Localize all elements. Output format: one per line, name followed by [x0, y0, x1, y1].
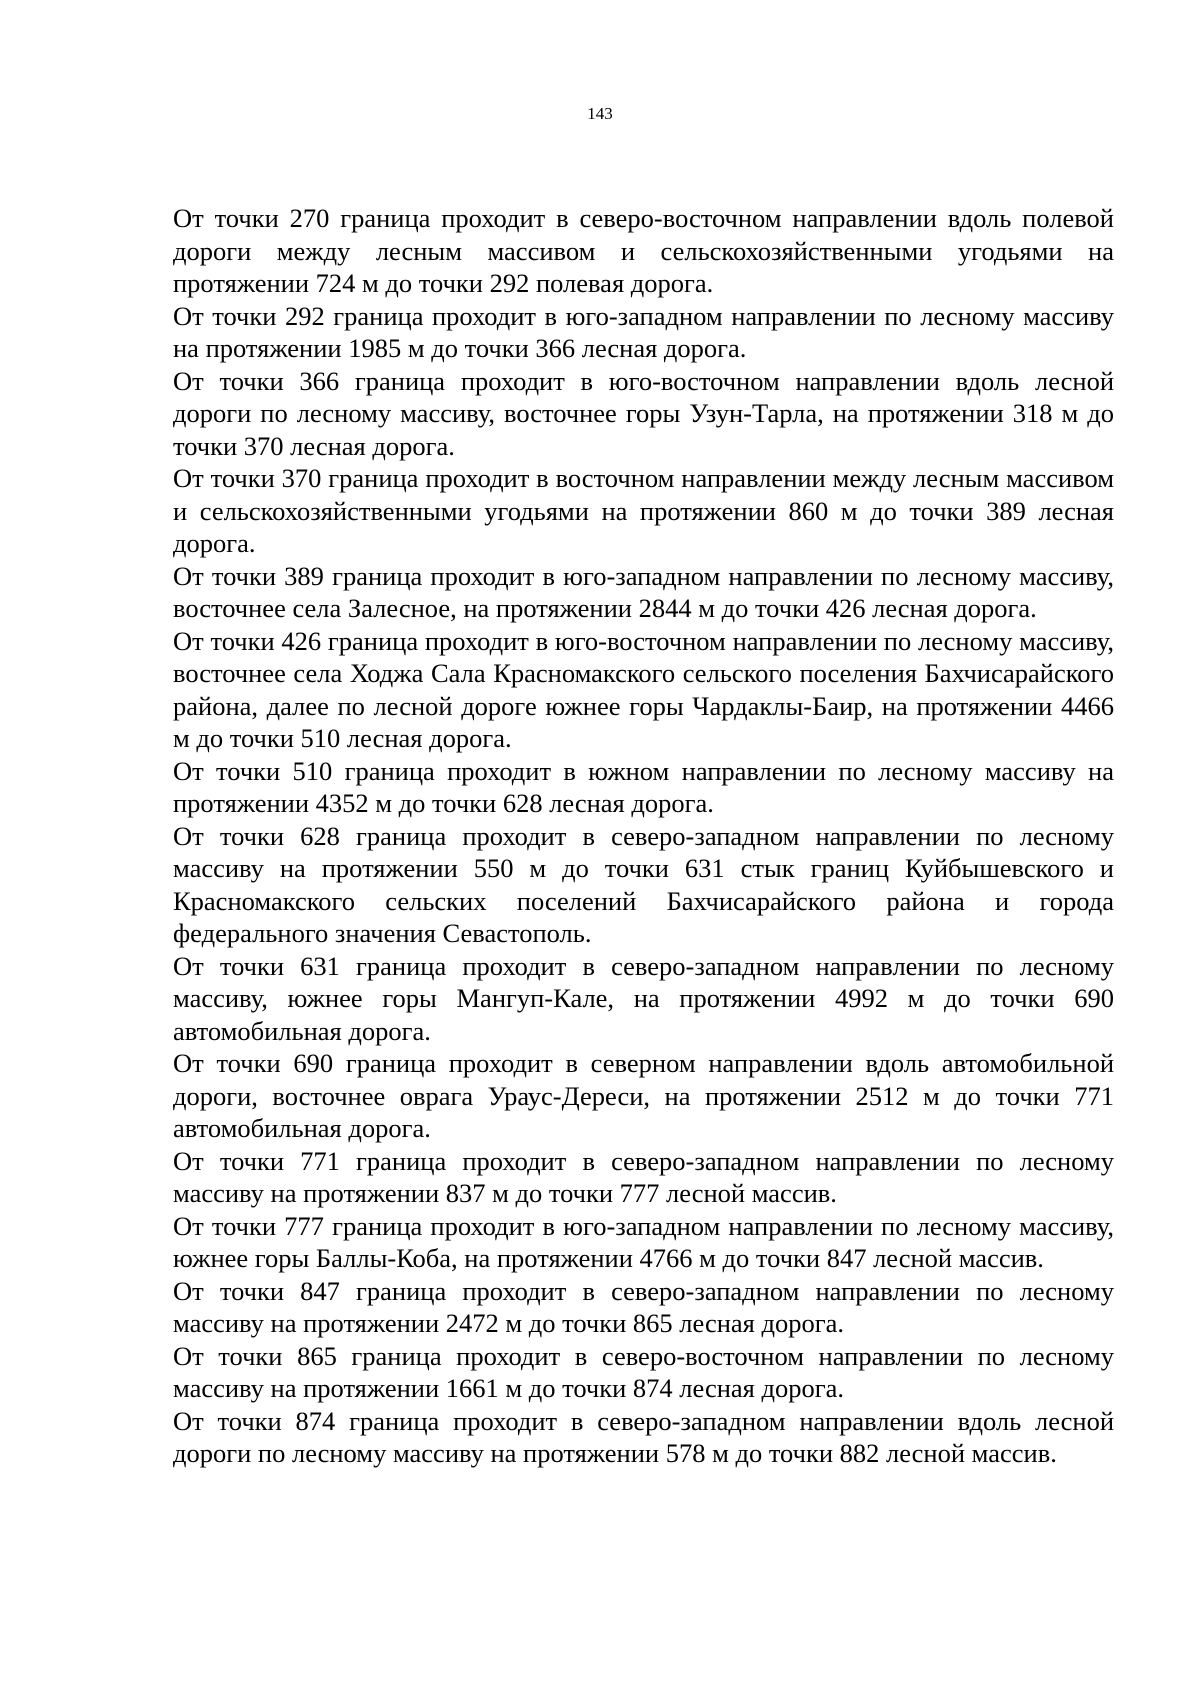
- paragraph: От точки 510 граница проходит в южном направлении по лесному массиву на протяжении 4352 м до точки 628 лесная дорога.: [173, 755, 1114, 818]
- paragraph: От точки 370 граница проходит в восточном направлении между лесным массивом и сельскохозяйственными угодьями на протяжении 860 м до точки 389 лесная дорога.: [173, 463, 1114, 558]
- document-body: [173, 202, 1114, 1470]
- paragraph: От точки 366 граница проходит в юго-восточном направлении вдоль лесной дороги по лесному массиву, восточнее горы Узун-Тарла, на протяжении 318 м до точки 370 лесная дорога.: [173, 365, 1114, 461]
- page-number: 143: [587, 104, 613, 123]
- paragraph: От точки 847 граница проходит в северо-западном направлении по лесному массиву на протяжении 2472 м до точки 865 лесная дорога.: [173, 1275, 1114, 1338]
- paragraph: От точки 631 граница проходит в северо-западном направлении по лесному массиву, южнее горы Мангуп-Кале, на протяжении 4992 м до точки 690 автомобильная дорога.: [173, 950, 1114, 1046]
- paragraph: От точки 865 граница проходит в северо-восточном направлении по лесному массиву на протяжении 1661 м до точки 874 лесная дорога.: [173, 1340, 1114, 1403]
- paragraph: От точки 690 граница проходит в северном направлении вдоль автомобильной дороги, восточнее оврага Ураус-Дереси, на протяжении 2512 м до точки 771 автомобильная дорога.: [173, 1048, 1114, 1143]
- paragraph: От точки 628 граница проходит в северо-западном направлении по лесному массиву на протяжении 550 м до точки 631 стык границ Куйбышевского и Красномакского сельских поселений Бахчисарайского района и города федерального значения Севастополь.: [173, 820, 1114, 948]
- paragraph: От точки 389 граница проходит в юго-западном направлении по лесному массиву, восточнее села Залесное, на протяжении 2844 м до точки 426 лесная дорога.: [173, 560, 1114, 623]
- paragraph: От точки 426 граница проходит в юго-восточном направлении по лесному массиву, восточнее села Ходжа Сала Красномакского сельского поселения Бахчисарайского района, далее по лесной дороге южнее горы Чардаклы-Баир, на протяжении 4466 м до точки 510 лесная дорога.: [173, 625, 1114, 753]
- paragraph: От точки 771 граница проходит в северо-западном направлении по лесному массиву на протяжении 837 м до точки 777 лесной массив.: [173, 1145, 1114, 1208]
- paragraph: От точки 777 граница проходит в юго-западном направлении по лесному массиву, южнее горы Баллы-Коба, на протяжении 4766 м до точки 847 лесной массив.: [173, 1210, 1114, 1273]
- paragraph: От точки 292 граница проходит в юго-западном направлении по лесному массиву на протяжении 1985 м до точки 366 лесная дорога.: [173, 300, 1114, 363]
- paragraph: От точки 874 граница проходит в северо-западном направлении вдоль лесной дороги по лесному массиву на протяжении 578 м до точки 882 лесной массив.: [173, 1405, 1114, 1468]
- paragraph: От точки 270 граница проходит в северо-восточном направлении вдоль полевой дороги между лесным массивом и сельскохозяйственными угодьями на протяжении 724 м до точки 292 полевая дорога.: [173, 203, 1114, 298]
